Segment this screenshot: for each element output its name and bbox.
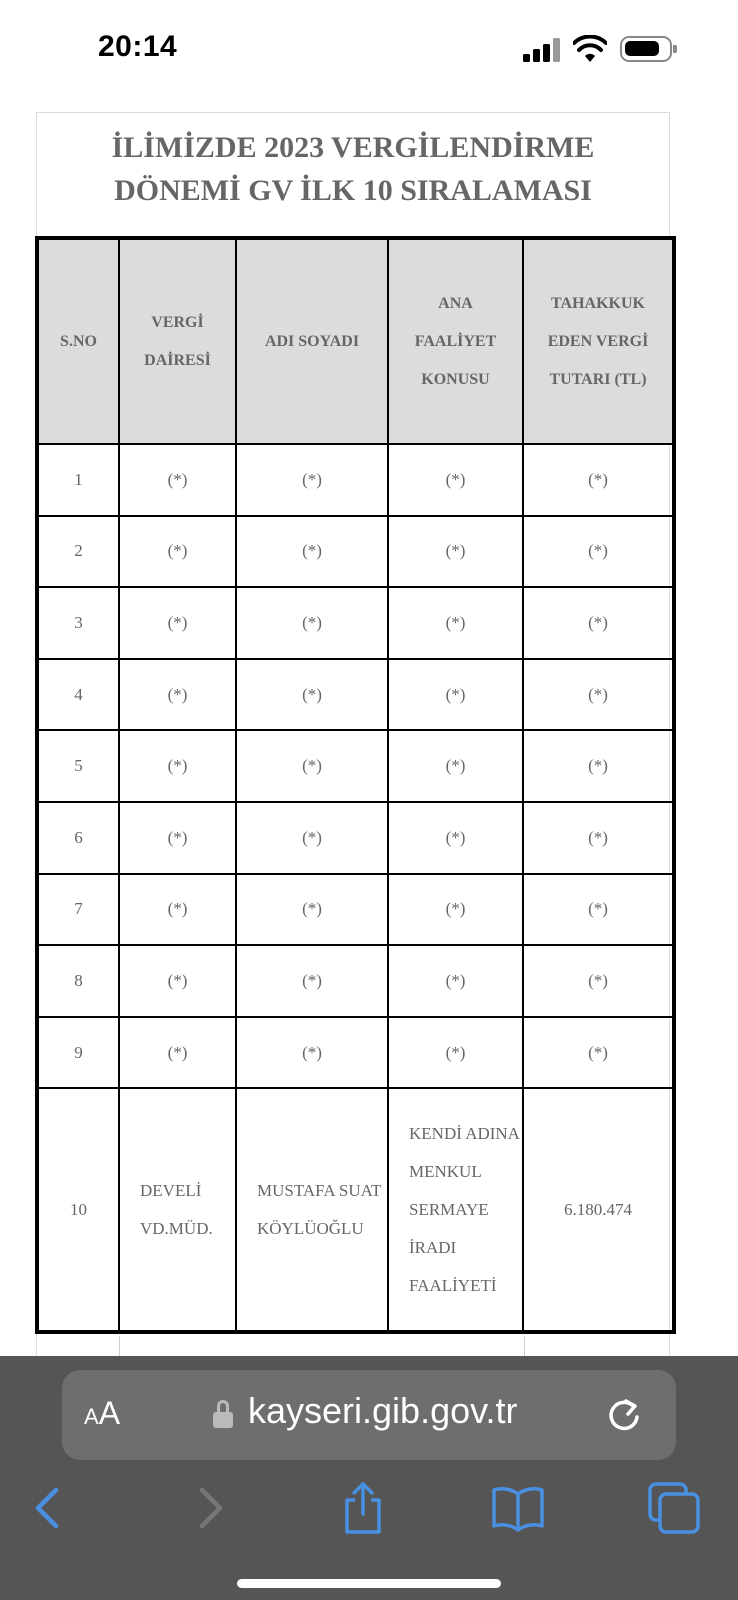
cell-name: MUSTAFA SUAT KÖYLÜOĞLU	[236, 1088, 388, 1332]
cell-office: DEVELİ VD.MÜD.	[119, 1088, 236, 1332]
cell-name: (*)	[236, 1017, 388, 1089]
table-row	[37, 587, 674, 659]
table-row	[37, 874, 674, 946]
cell-amount: 6.180.474	[523, 1088, 674, 1332]
table-row	[37, 444, 674, 516]
table-row	[37, 1088, 674, 1332]
cell-amount: (*)	[523, 730, 674, 802]
cell-office: (*)	[119, 874, 236, 946]
cell-activity: (*)	[388, 444, 523, 516]
cell-amount: (*)	[523, 945, 674, 1017]
table-row	[37, 802, 674, 874]
cell-activity: (*)	[388, 1017, 523, 1089]
browser-toolbar	[0, 1356, 738, 1600]
page-title-line-1: İLİMİZDE 2023 VERGİLENDİRME	[111, 131, 595, 164]
cell-office: (*)	[119, 1017, 236, 1089]
header-tax-office: VERGİ DAİRESİ	[119, 238, 236, 444]
table-row	[37, 730, 674, 802]
cell-name: (*)	[236, 802, 388, 874]
table-row	[37, 1017, 674, 1089]
cell-office: (*)	[119, 444, 236, 516]
chevron-left-icon[interactable]	[22, 1480, 78, 1536]
cell-name: (*)	[236, 945, 388, 1017]
cell-name: (*)	[236, 587, 388, 659]
cell-office: (*)	[119, 802, 236, 874]
cell-activity: (*)	[388, 659, 523, 731]
page-title-line-2: DÖNEMİ GV İLK 10 SIRALAMASI	[114, 174, 592, 207]
cell-name: (*)	[236, 516, 388, 588]
chevron-right-icon[interactable]	[180, 1480, 236, 1536]
share-icon[interactable]	[335, 1480, 391, 1536]
cell-activity: (*)	[388, 587, 523, 659]
cell-amount: (*)	[523, 802, 674, 874]
cell-no: 6	[37, 802, 119, 874]
cell-amount: (*)	[523, 659, 674, 731]
header-tax-amount: TAHAKKUK EDEN VERGİ TUTARI (TL)	[523, 238, 674, 444]
cell-amount: (*)	[523, 516, 674, 588]
cell-activity: KENDİ ADINA MENKUL SERMAYE İRADI FAALİYETİ	[388, 1088, 523, 1332]
cell-office: (*)	[119, 945, 236, 1017]
cell-no: 9	[37, 1017, 119, 1089]
cell-activity: (*)	[388, 516, 523, 588]
cell-activity: (*)	[388, 874, 523, 946]
cell-activity: (*)	[388, 802, 523, 874]
cell-no: 7	[37, 874, 119, 946]
cell-name: (*)	[236, 730, 388, 802]
header-activity: ANA FAALİYET KONUSU	[388, 238, 523, 444]
cell-amount: (*)	[523, 444, 674, 516]
cell-office: (*)	[119, 659, 236, 731]
tabs-icon[interactable]	[646, 1480, 702, 1536]
cell-no: 4	[37, 659, 119, 731]
cellular-signal-icon	[523, 38, 561, 62]
home-indicator	[237, 1579, 501, 1588]
status-time: 20:14	[98, 30, 178, 63]
url-text[interactable]: kayseri.gib.gov.tr	[248, 1390, 518, 1431]
aa-big-label: A	[98, 1395, 121, 1431]
cell-no: 1	[37, 444, 119, 516]
header-name: ADI SOYADI	[236, 238, 388, 444]
cell-name: (*)	[236, 444, 388, 516]
cell-no: 2	[37, 516, 119, 588]
cell-name: (*)	[236, 874, 388, 946]
table-row	[37, 945, 674, 1017]
address-bar[interactable]	[62, 1370, 676, 1460]
reload-icon[interactable]	[604, 1395, 644, 1435]
table-row	[37, 516, 674, 588]
status-bar	[0, 0, 738, 100]
cell-amount: (*)	[523, 587, 674, 659]
cell-office: (*)	[119, 516, 236, 588]
battery-icon	[620, 36, 672, 62]
divider	[524, 1336, 525, 1356]
cell-no: 10	[37, 1088, 119, 1332]
table-row	[37, 659, 674, 731]
book-icon[interactable]	[490, 1480, 546, 1536]
ranking-table	[35, 236, 676, 1334]
cell-no: 3	[37, 587, 119, 659]
cell-no: 8	[37, 945, 119, 1017]
header-sno: S.NO	[37, 238, 119, 444]
cell-activity: (*)	[388, 730, 523, 802]
cell-no: 5	[37, 730, 119, 802]
table-header-row	[37, 238, 674, 444]
cell-amount: (*)	[523, 1017, 674, 1089]
aa-small-label: A	[84, 1404, 99, 1429]
cell-amount: (*)	[523, 874, 674, 946]
reader-options-button[interactable]	[84, 1395, 120, 1432]
lock-icon	[213, 1400, 233, 1430]
cell-activity: (*)	[388, 945, 523, 1017]
cell-name: (*)	[236, 659, 388, 731]
page-title	[36, 126, 670, 212]
divider	[119, 1336, 120, 1356]
cell-office: (*)	[119, 730, 236, 802]
cell-office: (*)	[119, 587, 236, 659]
wifi-icon	[573, 35, 607, 63]
